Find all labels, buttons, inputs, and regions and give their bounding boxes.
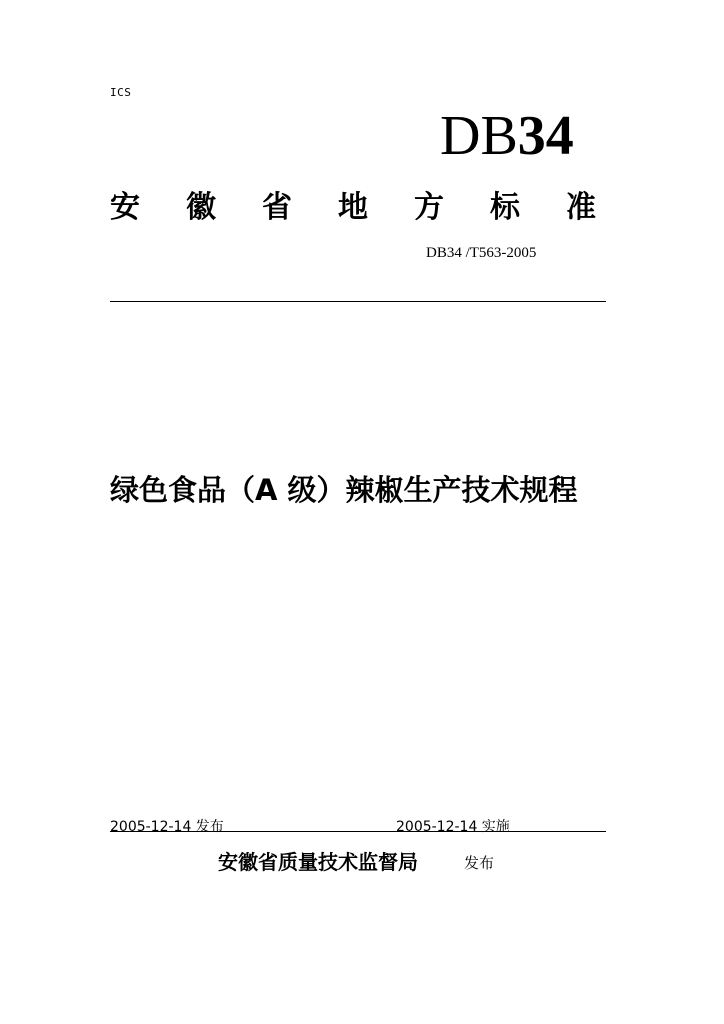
- implement-date: 2005-12-14 实施: [396, 819, 510, 835]
- db-mark: [440, 105, 574, 167]
- date-row: [110, 816, 606, 836]
- standard-type-char: 徽: [186, 190, 216, 225]
- db-letters: DB: [440, 105, 518, 167]
- standard-type-char: 准: [566, 190, 596, 225]
- standard-type-char: 方: [414, 190, 444, 225]
- document-title: 绿色食品（A 级）辣椒生产技术规程: [110, 473, 578, 507]
- ics-label: ICS: [110, 86, 132, 99]
- footer-divider: [110, 831, 606, 832]
- standard-type-char: 安: [110, 190, 140, 225]
- publisher-name: 安徽省质量技术监督局: [218, 850, 418, 874]
- standard-type-heading: [110, 188, 596, 228]
- standard-type-char: 省: [262, 190, 292, 225]
- publish-label: 发布: [464, 854, 495, 872]
- standard-type-char: 地: [338, 190, 368, 225]
- db-number: 34: [517, 105, 574, 167]
- standard-code: DB34 /T563-2005: [426, 245, 537, 261]
- header-divider: [110, 301, 606, 302]
- publish-date: 2005-12-14 发布: [110, 819, 224, 835]
- standard-type-char: 标: [490, 190, 520, 225]
